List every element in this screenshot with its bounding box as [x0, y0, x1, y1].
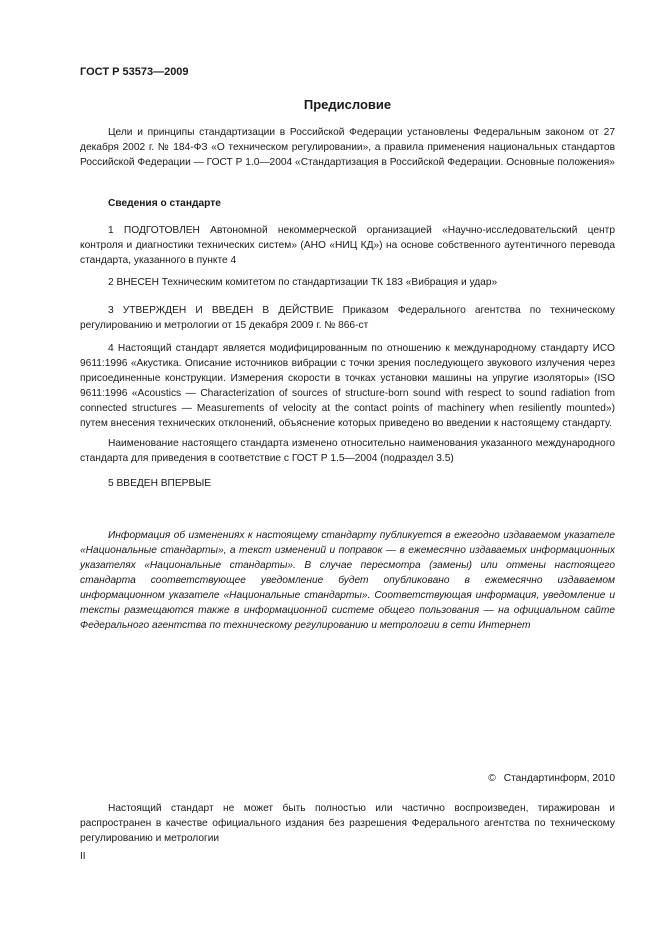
copyright-icon: © [488, 773, 496, 784]
item-name-changed: Наименование настоящего стандарта изменено относительно наименования указанного международного стандарта для приведения в соответствие с ГОСТ Р 1.5—2004 (подраздел 3.5) [80, 438, 615, 464]
item-introduced: 5 ВВЕДЕН ВПЕРВЫЕ [108, 478, 212, 489]
standard-code: ГОСТ Р 53573—2009 [80, 66, 189, 78]
item-submitted: 2 ВНЕСЕН Техническим комитетом по стандартизации ТК 183 «Вибрация и удар» [108, 277, 498, 288]
page-title: Предисловие [303, 97, 392, 112]
intro-paragraph: Цели и принципы стандартизации в Российской Федерации установлены Федеральным законом от 27 декабря 2002 г. № 184-ФЗ «О техническом регулировании», а правила применения национальных стандартов Российской Федерации — ГОСТ Р 1.0—2004 «Стандартизация в Российской Федерации. Основные положения» [80, 127, 615, 168]
item-approved: 3 УТВЕРЖДЕН И ВВЕДЕН В ДЕЙСТВИЕ Приказом Федерального агентства по техническому регулированию и метрологии от 15 декабря 2009 г. № 866-ст [80, 305, 615, 331]
copyright-line [80, 773, 615, 784]
item-modified: 4 Настоящий стандарт является модифицированным по отношению к международному стандарту ИСО 9611:1996 «Акустика. Описание источников вибрации с точки зрения последующего звукового излучения через присоединенные конструкции. Измерения скорости в точках установки машины на упругие изоляторы» (ISO 9611:1996 «Acoustics — Characterization of sources of structure-born sound with respect to sound radiation from connected structures — Measurements of velocity at the contact points of machinery when resiliently mounted») путем внесения технических отклонений, объяснение которых приведено во введении к настоящему стандарту. [80, 343, 615, 429]
reproduction-notice: Настоящий стандарт не может быть полностью или частично воспроизведен, тиражирован и распространен в качестве официального издания без разрешения Федерального агентства по техническому регулированию и метрологии [80, 803, 615, 844]
section-heading: Сведения о стандарте [108, 198, 221, 209]
copyright-text: Стандартинформ, 2010 [503, 773, 615, 784]
info-notice: Информация об изменениях к настоящему стандарту публикуется в ежегодно издаваемом указателе «Национальные стандарты», а текст изменений и поправок — в ежемесячно издаваемых информационных указателях «Национальные стандарты». В случае пересмотра (замены) или отмены настоящего стандарта соответствующее уведомление будет опубликовано в ежемесячно издаваемом информационном указателе «Национальные стандарты». Соответствующая информация, уведомление и тексты размещаются также в информационной системе общего пользования — на официальном сайте Федерального агентства по техническому регулированию и метрологии в сети Интернет [80, 530, 615, 631]
page-number: II [80, 851, 86, 862]
item-prepared: 1 ПОДГОТОВЛЕН Автономной некоммерческой организацией «Научно-исследовательский центр контроля и диагностики технических систем» (АНО «НИЦ КД») на основе собственного аутентичного перевода стандарта, указанного в пункте 4 [80, 225, 615, 266]
